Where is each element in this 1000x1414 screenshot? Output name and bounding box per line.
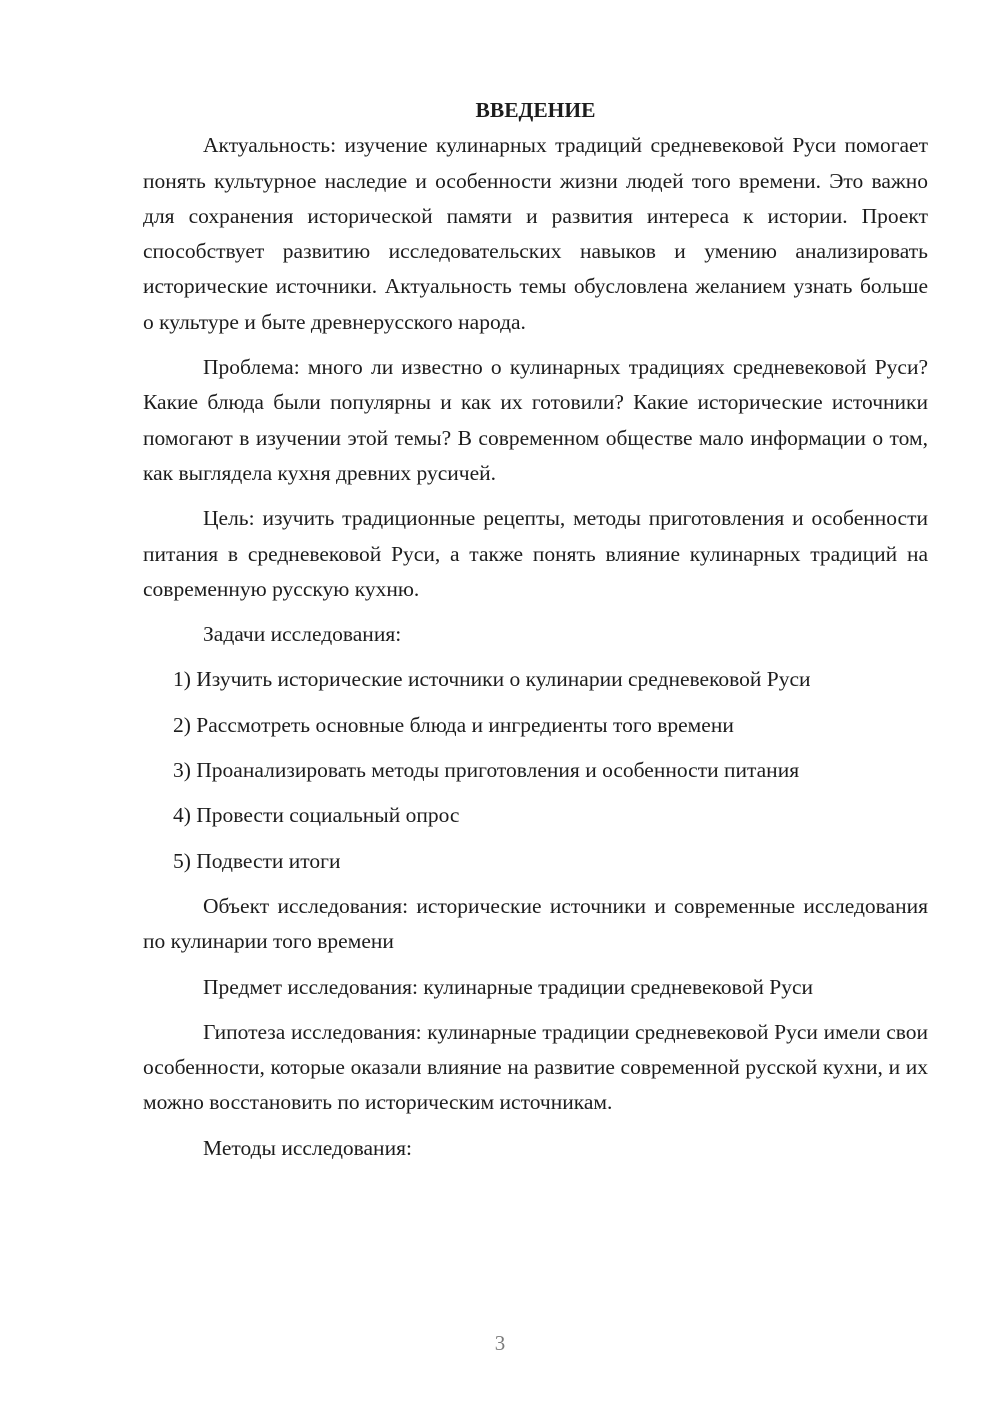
methods-heading: Методы исследования:	[203, 1135, 412, 1160]
task-item: 3) Проанализировать методы приготовления и особенности питания	[173, 758, 800, 783]
tasks-heading: Задачи исследования:	[203, 622, 402, 647]
task-item: 4) Провести социальный опрос	[173, 803, 460, 828]
task-item: 5) Подвести итоги	[173, 848, 341, 873]
document-page	[143, 93, 928, 1166]
object-paragraph: Объект исследования: исторические источники и современные исследования по кулинарии того времени	[143, 893, 928, 954]
page-number: 3	[494, 1331, 506, 1355]
goal-paragraph: Цель: изучить традиционные рецепты, методы приготовления и особенности питания в средневековой Руси, а также понять влияние кулинарных традиций на современную русскую кухню.	[143, 506, 928, 601]
hypothesis-paragraph: Гипотеза исследования: кулинарные традиции средневековой Руси имели свои особенности, которые оказали влияние на развитие современной русской кухни, и их можно восстановить по историческим источникам.	[143, 1019, 928, 1115]
subject-paragraph: Предмет исследования: кулинарные традиции средневековой Руси	[203, 974, 814, 999]
page-title: ВВЕДЕНИЕ	[475, 98, 596, 122]
task-item: 2) Рассмотреть основные блюда и ингредиенты того времени	[173, 712, 734, 737]
problem-paragraph: Проблема: много ли известно о кулинарных традициях средневековой Руси? Какие блюда были популярны и как их готовили? Какие исторические источники помогают в изучении этой темы? В современном обществе мало информации о том, как выглядела кухня древних русичей.	[143, 355, 928, 485]
relevance-paragraph: Актуальность: изучение кулинарных традиций средневековой Руси помогает понять культурное наследие и особенности жизни людей того времени. Это важно для сохранения исторической памяти и развития интереса к истории. Проект способствует развитию исследовательских навыков и умению анализировать исторические источники. Актуальность темы обусловлена желанием узнать больше о культуре и быте древнерусского народа.	[143, 133, 928, 334]
task-item: 1) Изучить исторические источники о кулинарии средневековой Руси	[173, 667, 811, 692]
